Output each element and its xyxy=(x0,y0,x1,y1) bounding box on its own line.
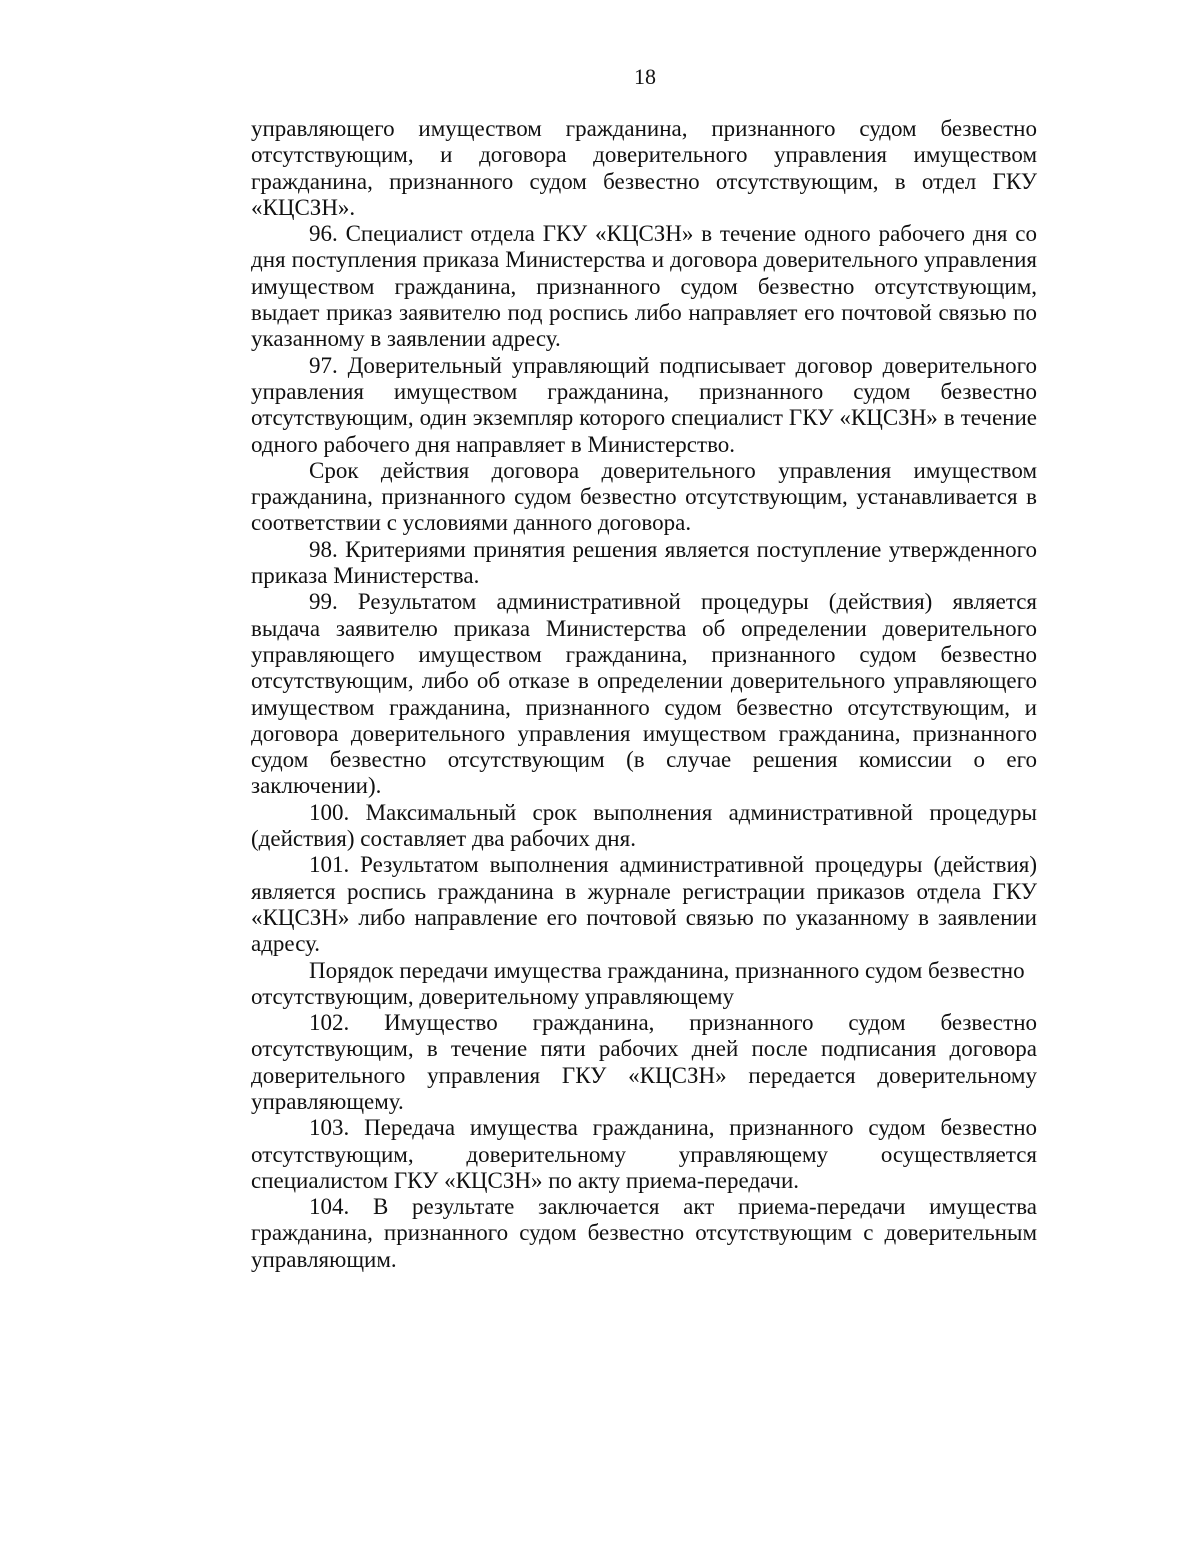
paragraph-102: 102. Имущество гражданина, признанного судом безвестно отсутствующим, в течение пяти рабочих дней после подписания договора доверительного управления ГКУ «КЦСЗН» передается доверительному управляющему. xyxy=(251,1010,1037,1114)
paragraph-96: 96. Специалист отдела ГКУ «КЦСЗН» в течение одного рабочего дня со дня поступления приказа Министерства и договора доверительного управления имуществом гражданина, признанного судом безвестно отсутствующим, выдает приказ заявителю под роспись либо направляет его почтовой связью по указанному в заявлении адресу. xyxy=(251,221,1037,352)
section-heading: Порядок передачи имущества гражданина, признанного судом безвестно отсутствующим, доверительному управляющему xyxy=(251,957,1025,1009)
page-number: 18 xyxy=(634,64,656,89)
paragraph-101: 101. Результатом выполнения административной процедуры (действия) является роспись гражданина в журнале регистрации приказов отдела ГКУ «КЦСЗН» либо направление его почтовой связью по указанному в заявлении адресу. xyxy=(251,852,1037,957)
paragraph-contract-term: Срок действия договора доверительного управления имуществом гражданина, признанного судом безвестно отсутствующим, устанавливается в соответствии с условиями данного договора. xyxy=(251,457,1037,536)
paragraph-97: 97. Доверительный управляющий подписывает договор доверительного управления имуществом гражданина, признанного судом безвестно отсутствующим, один экземпляр которого специалист ГКУ «КЦСЗН» в течение одного рабочего дня направляет в Министерство. xyxy=(251,352,1037,457)
paragraph-continuation: управляющего имуществом гражданина, признанного судом безвестно отсутствующим, и договора доверительного управления имуществом гражданина, признанного судом безвестно отсутствующим, в отдел ГКУ «КЦСЗН». xyxy=(251,116,1037,220)
paragraph-99: 99. Результатом административной процедуры (действия) является выдача заявителю приказа Министерства об определении доверительного управляющего имуществом гражданина, признанного судом безвестно отсутствующим, либо об отказе в определении доверительного управляющего имуществом гражданина, признанного судом безвестно отсутствующим, и договора доверительного управления имуществом гражданина, признанного судом безвестно отсутствующим (в случае решения комиссии о его заключении). xyxy=(251,589,1037,799)
document-body xyxy=(251,116,1037,1273)
paragraph-98: 98. Критериями принятия решения является поступление утвержденного приказа Министерства. xyxy=(251,536,1037,589)
paragraph-104: 104. В результате заключается акт приема-передачи имущества гражданина, признанного судом безвестно отсутствующим с доверительным управляющим. xyxy=(251,1194,1037,1272)
paragraph-100: 100. Максимальный срок выполнения административной процедуры (действия) составляет два рабочих дня. xyxy=(251,799,1037,852)
paragraph-103: 103. Передача имущества гражданина, признанного судом безвестно отсутствующим, доверительному управляющему осуществляется специалистом ГКУ «КЦСЗН» по акту приема-передачи. xyxy=(251,1115,1037,1193)
